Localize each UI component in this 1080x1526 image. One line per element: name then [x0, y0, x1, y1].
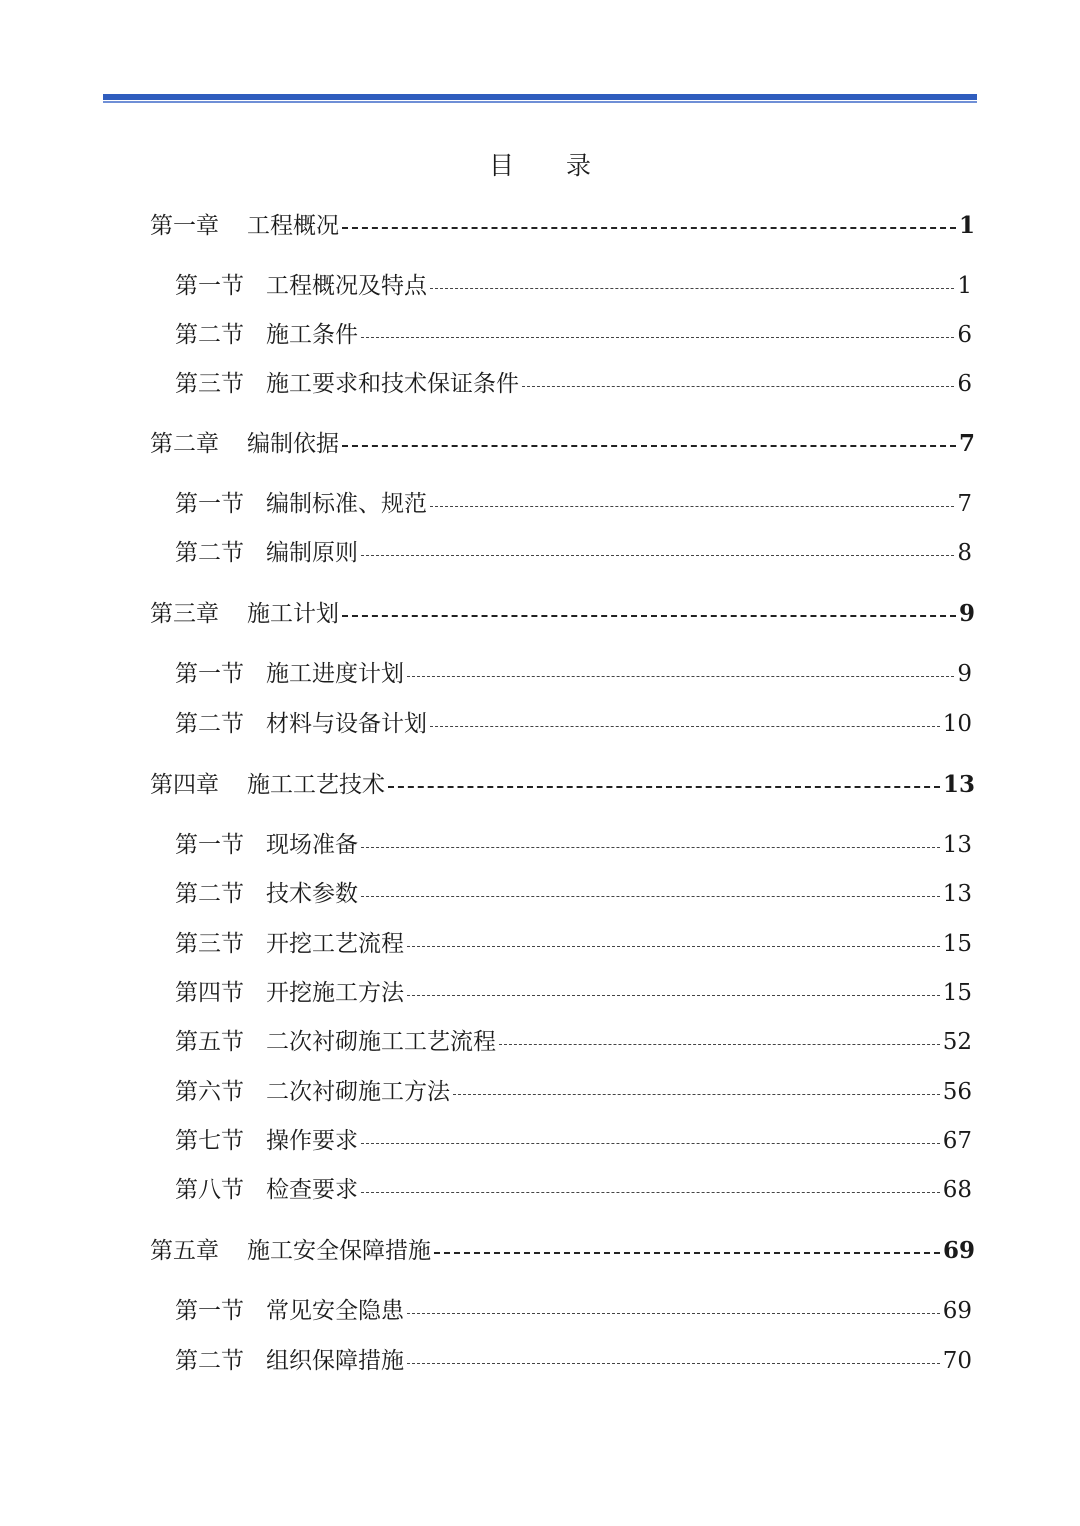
toc-dot-leader — [342, 210, 956, 242]
toc-entry-page-number: 6 — [957, 371, 972, 397]
toc-entry-label — [150, 769, 385, 801]
toc-section-entry[interactable] — [175, 368, 972, 400]
toc-entry-title: 组织保障措施 — [266, 1348, 404, 1374]
toc-entry-title: 检查要求 — [266, 1177, 358, 1203]
toc-entry-label — [175, 1076, 450, 1108]
toc-entry-number: 第二节 — [175, 881, 244, 907]
toc-entry-number: 第五节 — [175, 1029, 244, 1055]
toc-entry-page-number: 56 — [942, 1079, 972, 1105]
toc-chapter-entry[interactable] — [150, 598, 975, 630]
toc-entry-page-number: 69 — [942, 1237, 975, 1264]
toc-dot-leader — [430, 708, 940, 740]
toc-entry-page-number: 67 — [942, 1128, 972, 1154]
toc-entry-label — [175, 708, 427, 740]
toc-entry-number: 第二节 — [175, 711, 244, 737]
toc-entry-number: 第二章 — [150, 431, 219, 457]
toc-section-entry[interactable] — [175, 708, 972, 740]
toc-entry-number: 第二节 — [175, 322, 244, 348]
toc-entry-number: 第二节 — [175, 540, 244, 566]
toc-entry-page-number: 6 — [957, 322, 972, 348]
toc-entry-title: 编制原则 — [266, 540, 358, 566]
toc-section-entry[interactable] — [175, 658, 972, 690]
toc-entry-title: 操作要求 — [266, 1128, 358, 1154]
toc-entry-page-number: 15 — [942, 931, 972, 957]
toc-entry-title: 二次衬砌施工工艺流程 — [266, 1029, 496, 1055]
toc-dot-leader — [361, 829, 940, 861]
toc-entry-number: 第二节 — [175, 1348, 244, 1374]
toc-dot-leader — [361, 537, 954, 569]
toc-dot-leader — [407, 1295, 940, 1327]
toc-entry-page-number: 69 — [942, 1298, 972, 1324]
toc-entry-number: 第一节 — [175, 1298, 244, 1324]
toc-entry-title: 施工条件 — [266, 322, 358, 348]
toc-entry-label — [175, 1125, 358, 1157]
toc-entry-title: 编制标准、规范 — [266, 491, 427, 517]
toc-entry-number: 第一章 — [150, 213, 219, 239]
toc-dot-leader — [388, 769, 940, 801]
toc-entry-title: 工程概况 — [247, 213, 339, 239]
toc-entry-page-number: 52 — [942, 1029, 972, 1055]
toc-entry-label — [175, 319, 358, 351]
toc-entry-page-number: 9 — [958, 600, 975, 627]
toc-entry-number: 第七节 — [175, 1128, 244, 1154]
toc-entry-label — [175, 928, 404, 960]
toc-entry-title: 二次衬砌施工方法 — [266, 1079, 450, 1105]
toc-entry-number: 第一节 — [175, 661, 244, 687]
toc-entry-label — [175, 977, 404, 1009]
toc-entry-label — [175, 488, 427, 520]
toc-dot-leader — [522, 368, 954, 400]
toc-entry-label — [150, 428, 339, 460]
toc-section-entry[interactable] — [175, 1125, 972, 1157]
toc-entry-number: 第一节 — [175, 832, 244, 858]
toc-entry-page-number: 68 — [942, 1177, 972, 1203]
toc-entry-title: 工程概况及特点 — [266, 273, 427, 299]
toc-entry-title: 施工计划 — [247, 601, 339, 627]
toc-entry-number: 第八节 — [175, 1177, 244, 1203]
toc-chapter-entry[interactable] — [150, 428, 975, 460]
toc-entry-number: 第五章 — [150, 1238, 219, 1264]
toc-entry-number: 第四节 — [175, 980, 244, 1006]
toc-entry-label — [150, 598, 339, 630]
toc-dot-leader — [430, 270, 954, 302]
toc-dot-leader — [407, 928, 940, 960]
header-rule — [103, 94, 977, 104]
toc-section-entry[interactable] — [175, 1076, 972, 1108]
toc-dot-leader — [342, 598, 956, 630]
toc-entry-label — [175, 1345, 404, 1377]
toc-entry-label — [150, 210, 339, 242]
toc-entry-title: 施工安全保障措施 — [247, 1238, 431, 1264]
toc-entry-title: 施工工艺技术 — [247, 772, 385, 798]
toc-entry-page-number: 1 — [957, 273, 972, 299]
toc-dot-leader — [361, 878, 940, 910]
toc-dot-leader — [361, 319, 954, 351]
toc-entry-label — [175, 1295, 404, 1327]
toc-entry-page-number: 13 — [942, 881, 972, 907]
toc-entry-page-number: 13 — [942, 832, 972, 858]
toc-section-entry[interactable] — [175, 1345, 972, 1377]
toc-entry-label — [175, 658, 404, 690]
toc-entry-label — [150, 1235, 431, 1267]
toc-section-entry[interactable] — [175, 829, 972, 861]
toc-section-entry[interactable] — [175, 977, 972, 1009]
toc-entry-title: 材料与设备计划 — [266, 711, 427, 737]
toc-dot-leader — [361, 1174, 940, 1206]
toc-entry-page-number: 13 — [942, 771, 975, 798]
toc-entry-label — [175, 1026, 496, 1058]
toc-entry-number: 第一节 — [175, 491, 244, 517]
toc-entry-title: 施工要求和技术保证条件 — [266, 371, 519, 397]
toc-entry-title: 技术参数 — [266, 881, 358, 907]
toc-entry-page-number: 15 — [942, 980, 972, 1006]
header-rule-thin — [103, 101, 977, 103]
toc-entry-label — [175, 270, 427, 302]
toc-entry-label — [175, 1174, 358, 1206]
toc-entry-title: 常见安全隐患 — [266, 1298, 404, 1324]
toc-section-entry[interactable] — [175, 537, 972, 569]
toc-dot-leader — [434, 1235, 940, 1267]
toc-section-entry[interactable] — [175, 1174, 972, 1206]
toc-entry-title: 施工进度计划 — [266, 661, 404, 687]
toc-entry-number: 第三章 — [150, 601, 219, 627]
toc-dot-leader — [407, 977, 940, 1009]
toc-chapter-entry[interactable] — [150, 769, 975, 801]
toc-entry-page-number: 70 — [942, 1348, 972, 1374]
toc-section-entry[interactable] — [175, 1295, 972, 1327]
toc-entry-page-number: 8 — [957, 540, 972, 566]
toc-chapter-entry[interactable] — [150, 210, 975, 242]
toc-dot-leader — [361, 1125, 940, 1157]
toc-entry-number: 第三节 — [175, 371, 244, 397]
toc-dot-leader — [407, 658, 954, 690]
toc-section-entry[interactable] — [175, 488, 972, 520]
toc-section-entry[interactable] — [175, 928, 972, 960]
toc-entry-label — [175, 878, 358, 910]
toc-title: 目 录 — [489, 151, 613, 180]
toc-entry-label — [175, 829, 358, 861]
toc-section-entry[interactable] — [175, 878, 972, 910]
toc-entry-number: 第四章 — [150, 772, 219, 798]
toc-dot-leader — [407, 1345, 940, 1377]
toc-entry-label — [175, 537, 358, 569]
toc-section-entry[interactable] — [175, 1026, 972, 1058]
toc-entry-title: 开挖施工方法 — [266, 980, 404, 1006]
toc-entry-page-number: 1 — [958, 212, 975, 239]
toc-chapter-entry[interactable] — [150, 1235, 975, 1267]
toc-section-entry[interactable] — [175, 319, 972, 351]
toc-section-entry[interactable] — [175, 270, 972, 302]
toc-entry-page-number: 7 — [957, 491, 972, 517]
toc-entry-title: 现场准备 — [266, 832, 358, 858]
toc-dot-leader — [342, 428, 956, 460]
toc-entry-number: 第一节 — [175, 273, 244, 299]
header-rule-thick — [103, 94, 977, 100]
toc-entry-number: 第三节 — [175, 931, 244, 957]
toc-entry-page-number: 7 — [958, 430, 975, 457]
toc-entry-number: 第六节 — [175, 1079, 244, 1105]
toc-entry-page-number: 10 — [942, 711, 972, 737]
toc-entry-title: 编制依据 — [247, 431, 339, 457]
toc-dot-leader — [430, 488, 954, 520]
toc-entry-label — [175, 368, 519, 400]
toc-entry-page-number: 9 — [957, 661, 972, 687]
toc-dot-leader — [499, 1026, 940, 1058]
toc-dot-leader — [453, 1076, 940, 1108]
toc-entry-title: 开挖工艺流程 — [266, 931, 404, 957]
